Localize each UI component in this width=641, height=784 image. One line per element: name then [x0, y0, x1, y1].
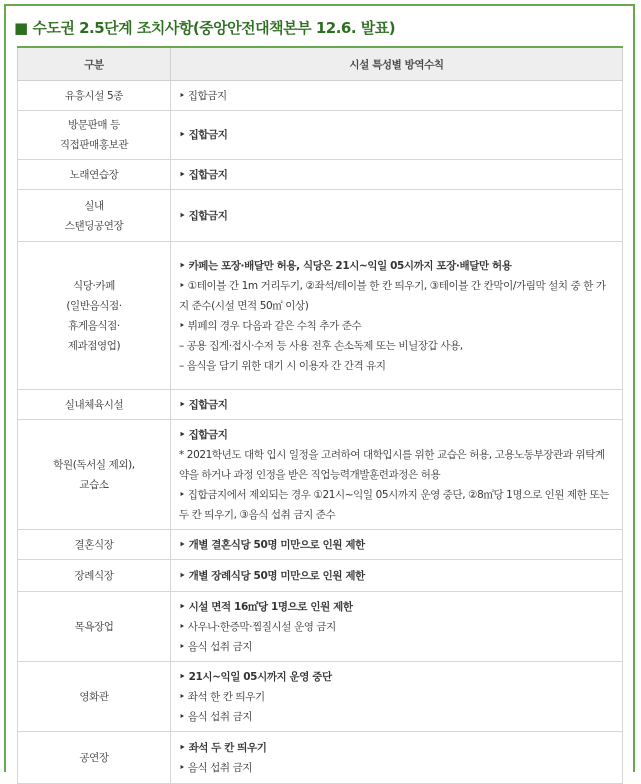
category-label: 직접판매홍보관	[59, 139, 129, 151]
measures-cell	[171, 662, 623, 732]
table-row	[18, 190, 623, 242]
category-cell	[18, 160, 171, 190]
measure-line: ‣ 시설 면적 16㎡당 1명으로 인원 제한	[179, 600, 353, 613]
measure-line: ‣ 음식 섭취 금지	[179, 640, 253, 653]
measure-line: – 음식을 담기 위한 대기 시 이용자 간 간격 유지	[179, 359, 386, 372]
category-cell	[18, 390, 171, 420]
measure-line: ‣ 좌석 두 칸 띄우기	[179, 741, 267, 754]
measure-line: * 2021학년도 대학 입시 일정을 고려하여 대학입시를 위한 교습은 허용, 고용노동부장관과 위탁계약을 하거나 과정 인정을 받은 직업능력개발훈련과정은 허용	[179, 448, 605, 481]
measure-line: ‣ 집합금지	[179, 129, 228, 141]
category-label: 결혼식장	[74, 538, 114, 551]
table-row	[18, 592, 623, 662]
category-label: 학원(독서실 제외),	[53, 458, 135, 471]
category-cell	[18, 732, 171, 784]
table-row	[18, 560, 623, 592]
category-label: 노래연습장	[69, 168, 119, 181]
category-label: 목욕장업	[74, 620, 114, 633]
measure-line: ‣ 음식 섭취 금지	[179, 710, 253, 723]
category-label: 제과점영업)	[67, 339, 121, 352]
measure-line: ‣ 뷔페의 경우 다음과 같은 수칙 추가 준수	[179, 319, 362, 332]
measure-line: – 공용 집게·접시·수저 등 사용 전후 손소독제 또는 비닐장갑 사용,	[179, 339, 463, 352]
measures-cell	[171, 160, 623, 190]
category-label: (일반음식점·	[66, 299, 122, 312]
measure-line: ‣ 좌석 한 칸 띄우기	[179, 690, 265, 703]
table-header-row	[18, 47, 623, 81]
measure-line: ‣ 집합금지	[179, 398, 228, 411]
measure-line: ‣ 개별 결혼식당 50명 미만으로 인원 제한	[179, 538, 365, 551]
category-label: 휴게음식점·	[68, 319, 120, 332]
category-cell	[18, 420, 171, 530]
measures-cell	[171, 390, 623, 420]
category-cell	[18, 560, 171, 592]
measures-cell	[171, 81, 623, 111]
measures-cell	[171, 420, 623, 530]
category-label: 실내	[84, 199, 104, 212]
measure-line: ‣ 집합금지	[179, 209, 228, 222]
measure-line: ‣ 카페는 포장·배달만 허용, 식당은 21시~익일 05시까지 포장·배달만 허용	[179, 259, 512, 272]
table-row	[18, 81, 623, 111]
table-row	[18, 390, 623, 420]
measure-line: ‣ ①테이블 간 1m 거리두기, ②좌석/테이블 한 칸 띄우기, ③테이블 간 칸막이/가림막 설치 중 한 가지 준수(시설 면적 50㎡ 이상)	[179, 279, 606, 312]
measure-line: ‣ 집합금지	[179, 89, 227, 102]
measures-cell	[171, 732, 623, 784]
category-label: 공연장	[79, 751, 109, 764]
measures-cell	[171, 242, 623, 390]
category-label: 교습소	[79, 478, 109, 491]
measures-cell	[171, 111, 623, 160]
measure-line: ‣ 음식 섭취 금지	[179, 761, 253, 774]
category-label: 방문판매 등	[68, 119, 120, 131]
table-row	[18, 420, 623, 530]
measure-line: ‣ 집합금지	[179, 428, 228, 441]
table-row	[18, 160, 623, 190]
measures-cell	[171, 592, 623, 662]
category-label: 식당·카페	[73, 279, 115, 292]
table-row	[18, 662, 623, 732]
category-cell	[18, 111, 171, 160]
category-label: 실내체육시설	[64, 398, 124, 411]
category-cell	[18, 662, 171, 732]
category-cell	[18, 592, 171, 662]
measures-cell	[171, 190, 623, 242]
title-text: ■ 수도권 2.5단계 조치사항(중앙안전대책본부 12.6. 발표)	[14, 18, 396, 37]
table-body	[18, 81, 623, 784]
measures-cell	[171, 560, 623, 592]
table-row	[18, 530, 623, 560]
measure-line: ‣ 21시~익일 05시까지 운영 중단	[179, 670, 332, 683]
table-row	[18, 732, 623, 784]
category-cell	[18, 242, 171, 390]
category-label: 스탠딩공연장	[64, 219, 124, 232]
measure-line: ‣ 집합금지	[179, 168, 228, 181]
measure-line: ‣ 개별 장례식당 50명 미만으로 인원 제한	[179, 569, 365, 582]
table-row	[18, 242, 623, 390]
header-category: 구분	[18, 47, 171, 81]
table-row	[18, 111, 623, 160]
category-label: 영화관	[79, 690, 109, 703]
category-cell	[18, 190, 171, 242]
document-title	[14, 14, 395, 40]
category-cell	[18, 81, 171, 111]
measures-table	[17, 46, 623, 784]
measure-line: ‣ 집합금지에서 제외되는 경우 ①21시~익일 05시까지 운영 중단, ②8㎡당 1명으로 인원 제한 또는 두 칸 띄우기, ③음식 섭취 금지 준수	[179, 488, 609, 521]
header-measures: 시설 특성별 방역수칙	[171, 47, 623, 81]
category-cell	[18, 530, 171, 560]
measures-cell	[171, 530, 623, 560]
category-label: 장례식장	[74, 569, 114, 582]
measure-line: ‣ 사우나·한증막·찜질시설 운영 금지	[179, 620, 336, 633]
category-label: 유흥시설 5종	[65, 89, 123, 102]
